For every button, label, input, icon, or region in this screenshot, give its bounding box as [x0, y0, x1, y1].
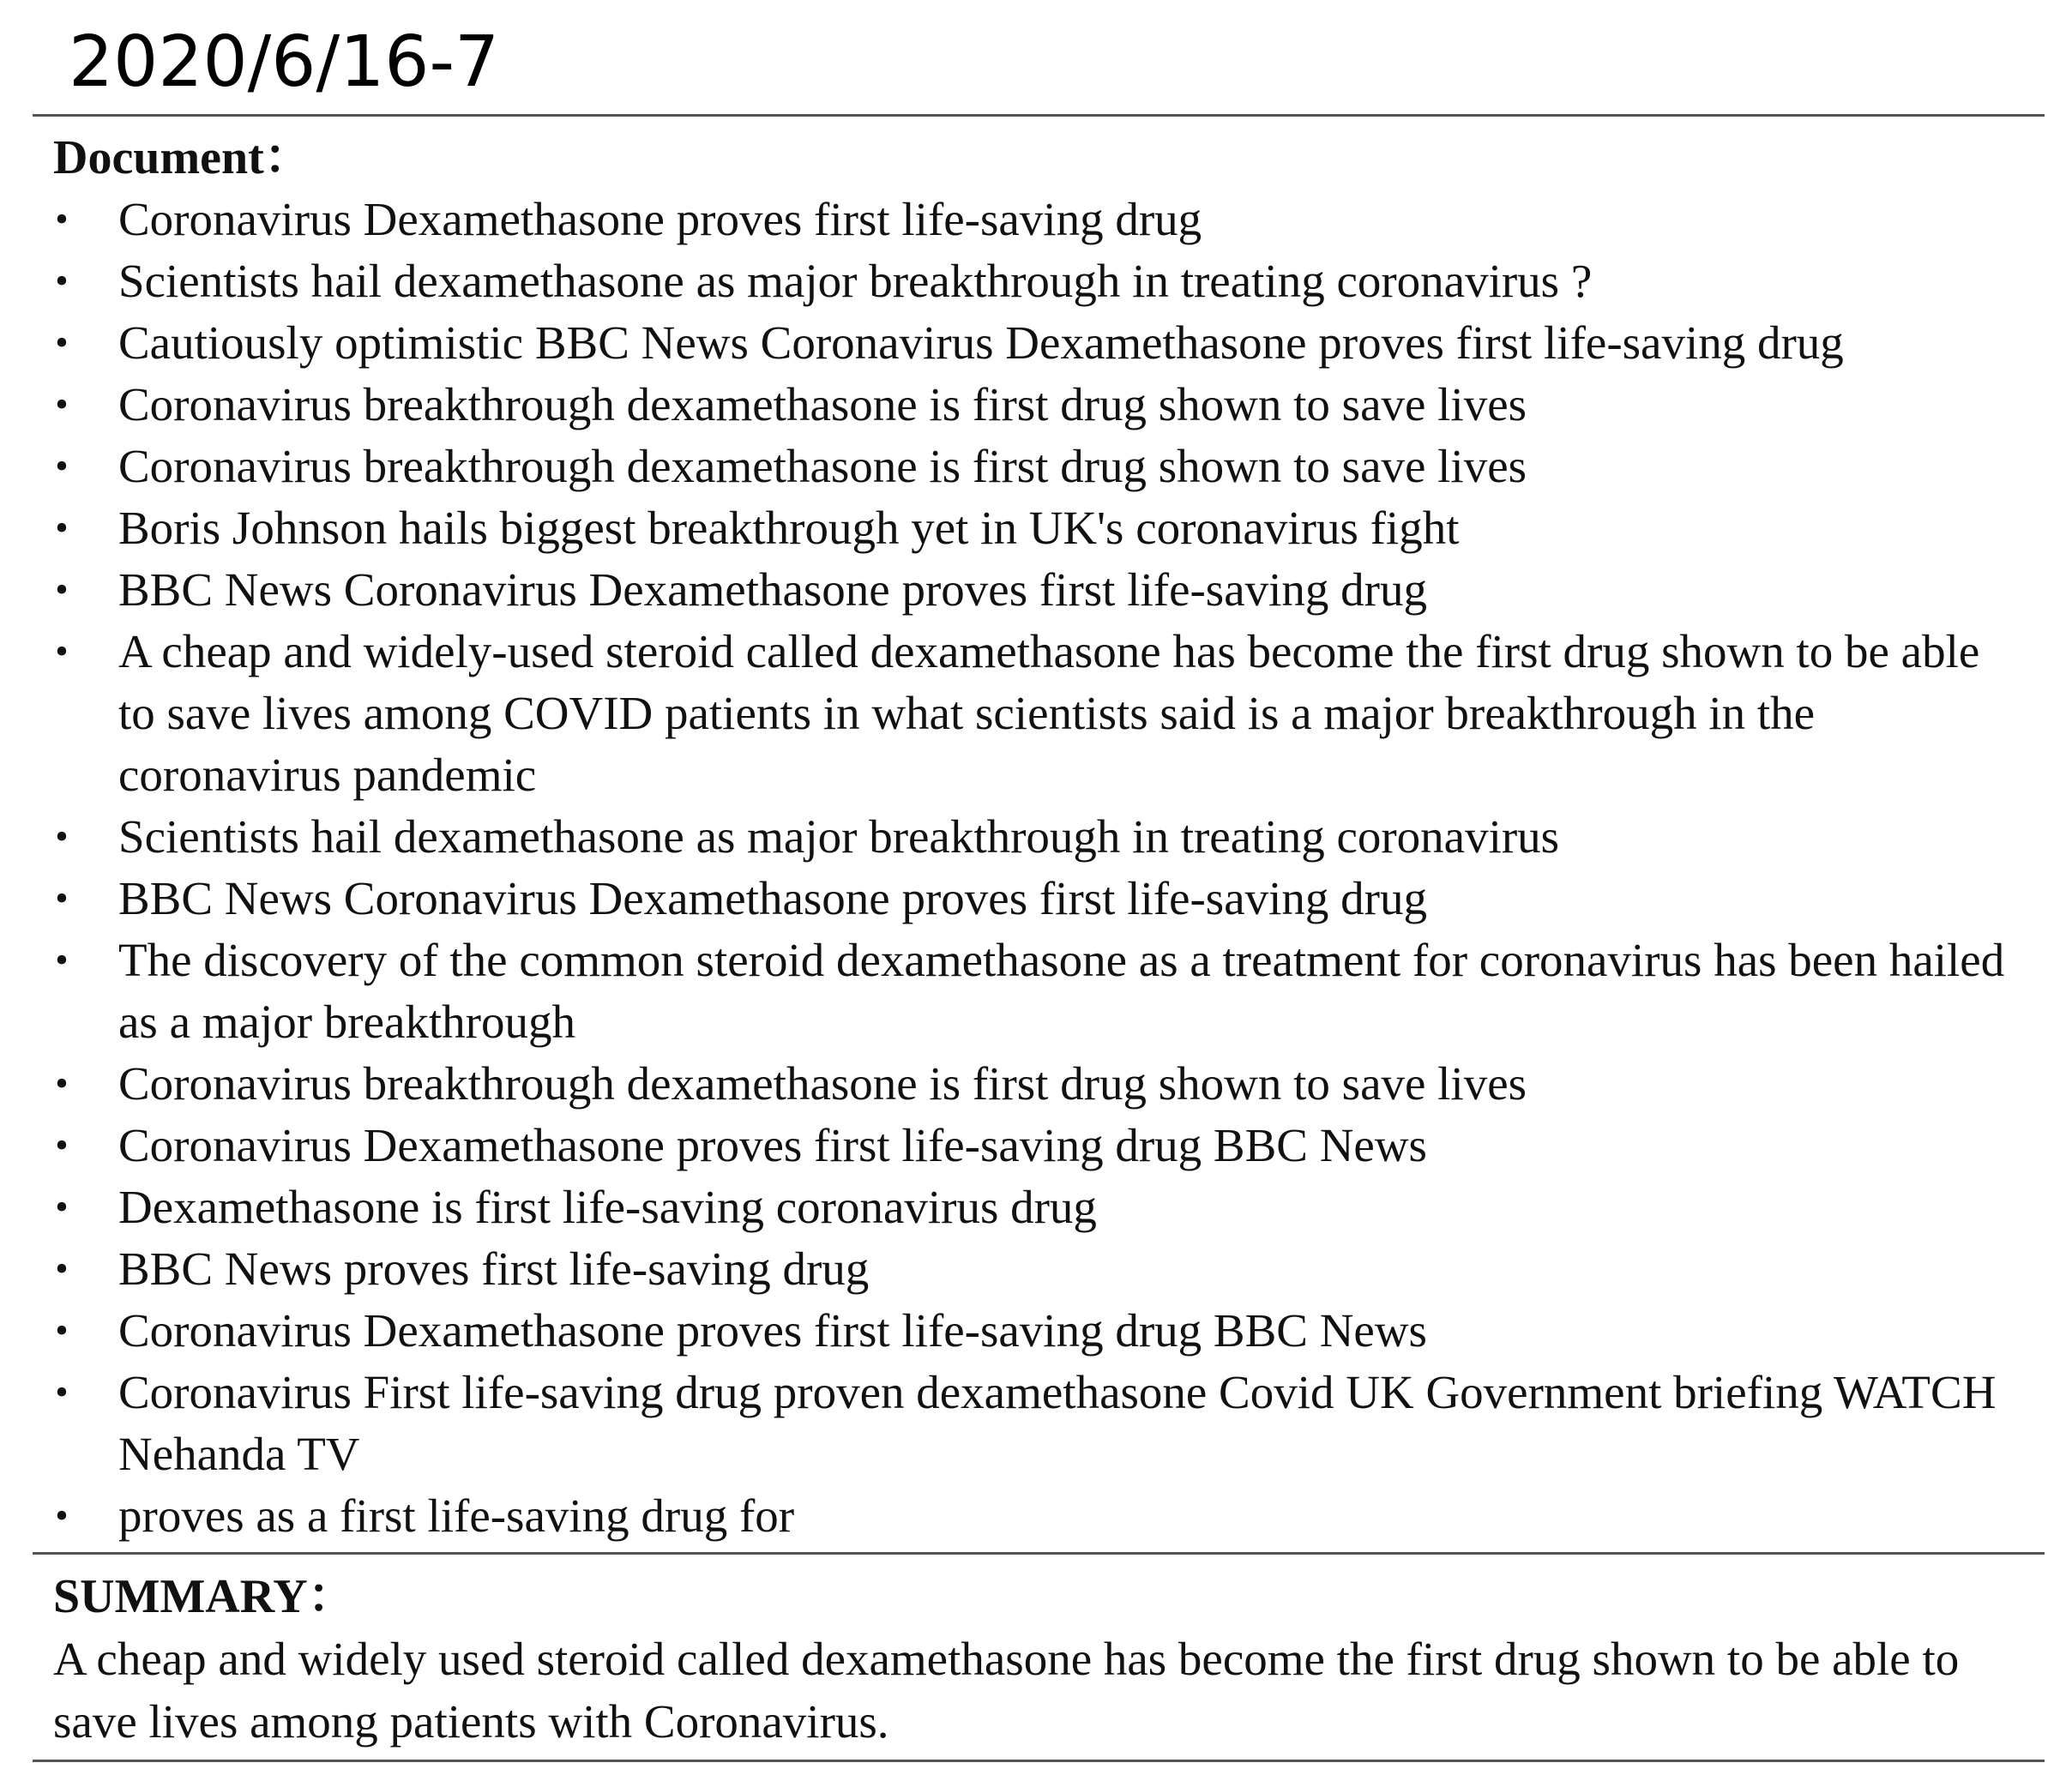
bullet-icon: • — [55, 383, 69, 425]
bullet-icon: • — [55, 1371, 69, 1413]
list-item — [53, 559, 2026, 621]
bullet-icon: • — [55, 569, 69, 611]
document-list — [53, 189, 2026, 1547]
bullet-icon: • — [55, 815, 69, 857]
bullet-icon: • — [55, 1248, 69, 1290]
list-item — [53, 250, 2026, 312]
summary-heading: SUMMARY： — [53, 1570, 356, 1623]
list-item — [53, 1115, 2026, 1176]
bullet-icon: • — [55, 322, 69, 364]
bullet-icon: • — [55, 939, 69, 981]
bullet-icon: • — [55, 1495, 69, 1537]
list-item-text: Coronavirus First life-saving drug proven dexamethasone Covid UK Government briefing WATCH Nehanda TV — [118, 1366, 1997, 1480]
list-item — [53, 189, 2026, 250]
list-item-text: Scientists hail dexamethasone as major breakthrough in treating coronavirus — [118, 810, 1560, 863]
section-divider — [33, 1552, 2045, 1555]
bullet-icon: • — [55, 877, 69, 919]
list-item-text: A cheap and widely-used steroid called dexamethasone has become the first drug shown to be able to save lives among COVID patients in what scientists said is a major breakthrough in the coronavirus pandemic — [118, 625, 1980, 801]
date-title: 2020/6/16-7 — [69, 21, 500, 103]
bullet-icon: • — [55, 507, 69, 549]
list-item-text: Dexamethasone is first life-saving coronavirus drug — [118, 1181, 1097, 1233]
bullet-icon: • — [55, 1124, 69, 1166]
list-item — [53, 806, 2026, 868]
document-heading: Document： — [53, 131, 312, 184]
bullet-icon: • — [55, 1062, 69, 1104]
list-item-text: Coronavirus breakthrough dexamethasone is first drug shown to save lives — [118, 440, 1527, 492]
list-item — [53, 621, 2026, 806]
summary-text: A cheap and widely used steroid called dexamethasone has become the first drug shown to be able to save lives among patients with Coronavirus. — [53, 1633, 1960, 1748]
list-item-text: proves as a first life-saving drug for — [118, 1489, 795, 1542]
bullet-icon: • — [55, 260, 69, 302]
bullet-icon: • — [55, 1309, 69, 1351]
list-item — [53, 1485, 2026, 1547]
list-item — [53, 312, 2026, 374]
list-item — [53, 1238, 2026, 1300]
top-divider — [33, 114, 2045, 117]
list-item — [53, 374, 2026, 436]
list-item-text: The discovery of the common steroid dexamethasone as a treatment for coronavirus has been hailed as a major breakthrough — [118, 934, 2005, 1048]
list-item-text: BBC News proves first life-saving drug — [118, 1242, 870, 1295]
bullet-icon: • — [55, 198, 69, 240]
list-item-text: Coronavirus breakthrough dexamethasone is first drug shown to save lives — [118, 1057, 1527, 1110]
bullet-icon: • — [55, 630, 69, 672]
list-item — [53, 930, 2026, 1053]
list-item-text: Coronavirus Dexamethasone proves first life-saving drug BBC News — [118, 1119, 1427, 1171]
list-item — [53, 1300, 2026, 1362]
list-item — [53, 1176, 2026, 1238]
list-item — [53, 1053, 2026, 1115]
list-item — [53, 497, 2026, 559]
bottom-divider — [33, 1760, 2045, 1762]
bullet-icon: • — [55, 445, 69, 487]
list-item-text: Coronavirus breakthrough dexamethasone is first drug shown to save lives — [118, 378, 1527, 430]
summary-section — [53, 1566, 2026, 1753]
list-item-text: Boris Johnson hails biggest breakthrough yet in UK's coronavirus fight — [118, 502, 1460, 554]
list-item-text: Scientists hail dexamethasone as major breakthrough in treating coronavirus ? — [118, 255, 1593, 307]
list-item-text: BBC News Coronavirus Dexamethasone proves first life-saving drug — [118, 563, 1427, 616]
list-item-text: BBC News Coronavirus Dexamethasone proves first life-saving drug — [118, 872, 1427, 924]
list-item-text: Coronavirus Dexamethasone proves first life-saving drug — [118, 193, 1202, 245]
list-item-text: Cautiously optimistic BBC News Coronavirus Dexamethasone proves first life-saving drug — [118, 316, 1844, 369]
document-section — [53, 127, 2026, 1547]
list-item — [53, 436, 2026, 497]
list-item — [53, 868, 2026, 930]
list-item — [53, 1362, 2026, 1485]
list-item-text: Coronavirus Dexamethasone proves first life-saving drug BBC News — [118, 1304, 1427, 1357]
bullet-icon: • — [55, 1186, 69, 1228]
